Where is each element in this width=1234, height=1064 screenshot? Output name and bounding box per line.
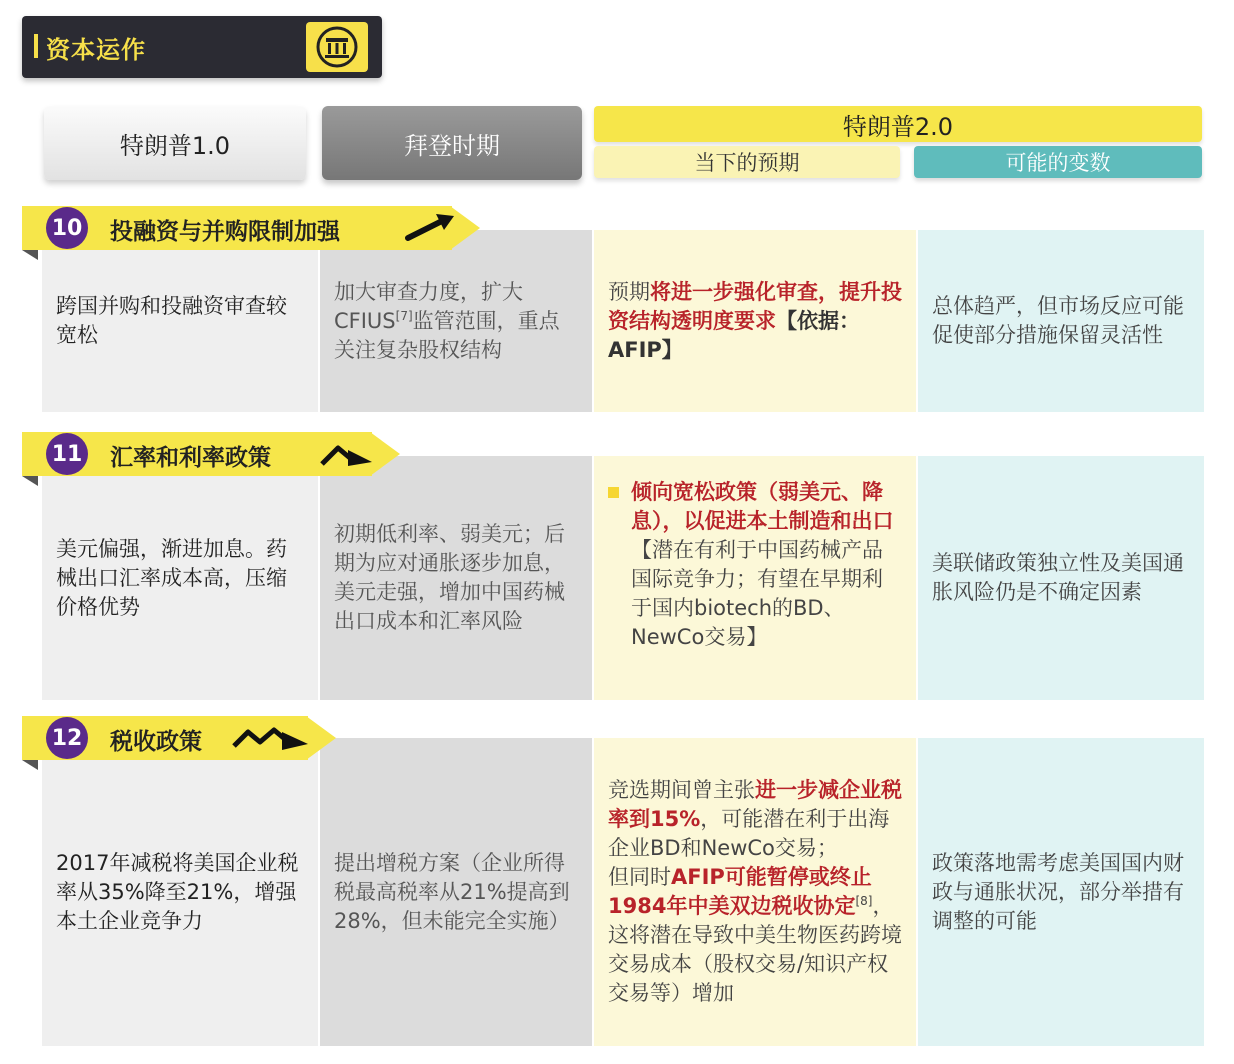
expectation-highlight-2: AFIP可能暂停或终止1984年中美双边税收协定: [608, 865, 872, 918]
expectation-prefix-2: 但同时: [608, 865, 671, 889]
expectation-highlight-1: 进一步减企业税率到15%: [608, 778, 902, 831]
section-10-variables: 总体趋严，但市场反应可能促使部分措施保留灵活性: [918, 230, 1204, 412]
section-10-biden-text-b: 监管范围，重点关注复杂股权结构: [334, 308, 560, 362]
trend-up-down-icon: [320, 440, 376, 468]
section-11-biden: 初期低利率、弱美元；后期为应对通胀逐步加息，美元走强，增加中国药械出口成本和汇率风险: [320, 456, 592, 700]
banner-fold: [22, 760, 38, 770]
expectation-detail: 【潜在有利于中国药械产品国际竞争力；有望在早期利于国内biotech的BD、NewCo交易】: [631, 538, 883, 649]
tag-title: 资本运作: [46, 36, 146, 64]
section-12-expectation: [594, 738, 916, 1046]
header-biden-era: 拜登时期: [322, 106, 582, 180]
section-number: 12: [46, 717, 88, 759]
expectation-detail-1: ，可能潜在利于出海企业BD和NewCo交易；: [608, 807, 890, 860]
expectation-detail-2: ，这将潜在导致中美生物医药跨境交易成本（股权交易/知识产权交易等）增加: [608, 894, 902, 1005]
expectation-highlight: 将进一步强化审查，提升投资结构透明度要求: [608, 279, 902, 333]
expectation-basis: 【依据：AFIP】: [608, 308, 860, 362]
section-10-biden: [320, 230, 592, 412]
section-number: 10: [46, 207, 88, 249]
section-title: 投融资与并购限制加强: [110, 219, 340, 245]
coin-building-icon: [306, 22, 368, 72]
expectation-highlight: 倾向宽松政策（弱美元、降息），以促进本土制造和出口: [631, 480, 894, 533]
section-10-trump1: 跨国并购和投融资审查较宽松: [42, 230, 318, 412]
section-12-trump1: 2017年减税将美国企业税率从35%降至21%，增强本土企业竞争力: [42, 738, 318, 1046]
section-number: 11: [46, 433, 88, 475]
header-possible-variables: 可能的变数: [914, 146, 1202, 178]
section-11-trump1: 美元偏强，渐进加息。药械出口汇率成本高，压缩价格优势: [42, 456, 318, 700]
section-title: 汇率和利率政策: [110, 445, 271, 471]
section-12-biden: 提出增税方案（企业所得税最高税率从21%提高到28%，但未能完全实施）: [320, 738, 592, 1046]
header-current-expectation: 当下的预期: [594, 146, 900, 178]
expectation-prefix: 竞选期间曾主张: [608, 778, 755, 802]
tag-accent-bar: [34, 34, 38, 58]
header-trump-2: 特朗普2.0: [594, 106, 1202, 142]
expectation-prefix: 预期: [608, 279, 650, 304]
citation-7: [7]: [395, 308, 413, 323]
banner-fold: [22, 476, 38, 486]
section-tag: [22, 16, 382, 78]
banner-fold: [22, 250, 38, 260]
section-12-variables: 政策落地需考虑美国国内财政与通胀状况，部分举措有调整的可能: [918, 738, 1204, 1046]
bullet-square: [608, 487, 619, 498]
section-11-variables: 美联储政策独立性及美国通胀风险仍是不确定因素: [918, 456, 1204, 700]
section-11-expectation: [594, 456, 916, 700]
trend-up-arrow-icon: [404, 212, 456, 242]
section-10-expectation: [594, 230, 916, 412]
section-10-biden-text-a: 加大审查力度，扩大CFIUS: [334, 279, 523, 333]
citation-8: [8]: [855, 894, 873, 908]
section-title: 税收政策: [110, 729, 202, 755]
header-trump-1: 特朗普1.0: [44, 106, 306, 180]
zigzag-trend-icon: [232, 724, 312, 752]
